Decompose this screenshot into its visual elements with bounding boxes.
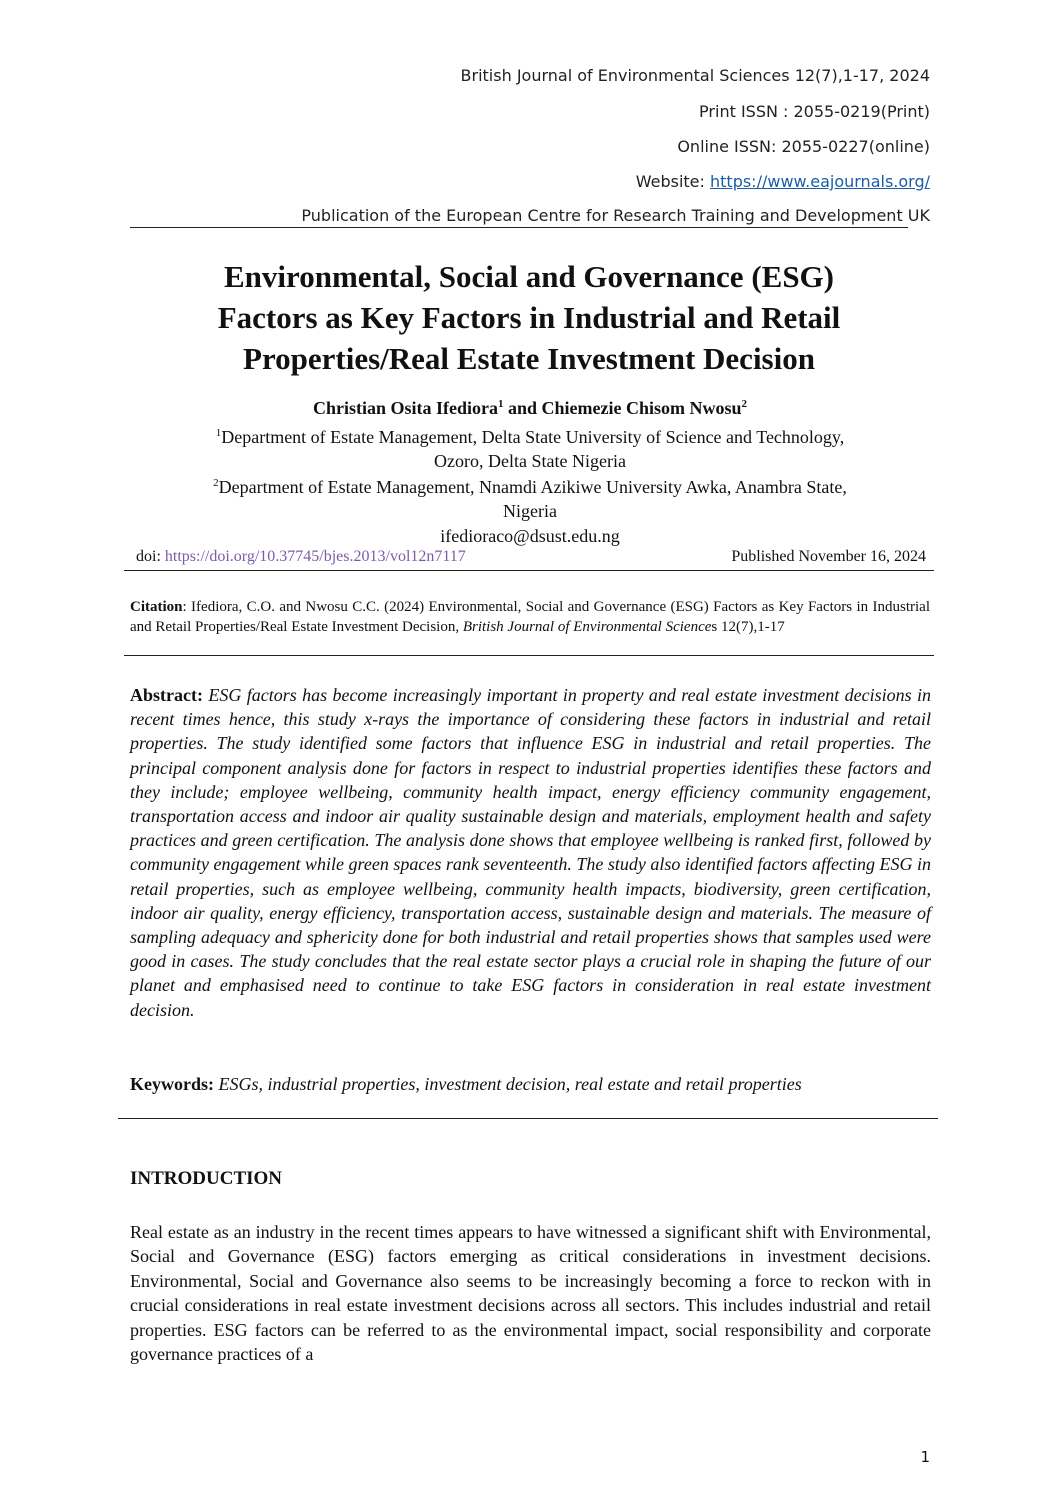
page-number: 1 <box>920 1448 930 1466</box>
author-1-sup: 1 <box>497 398 504 410</box>
title-line-3: Properties/Real Estate Investment Decision <box>243 341 815 376</box>
keywords-divider <box>118 1118 938 1119</box>
affiliation-2 <box>130 475 930 523</box>
header-divider <box>130 227 908 228</box>
citation-label: Citation <box>130 599 183 615</box>
website-label: Website: <box>635 172 710 191</box>
author-email: ifedioraco@dsust.edu.ng <box>440 526 620 546</box>
abstract-label: Abstract: <box>130 685 203 705</box>
title-line-1: Environmental, Social and Governance (ESG) <box>224 259 834 294</box>
doi-link[interactable]: https://doi.org/10.37745/bjes.2013/vol12n7117 <box>164 548 466 565</box>
citation-text: : Ifediora, C.O. and Nwosu C.C. (2024) Environmental, Social and Governance (ESG) Factors as Key Factors in Industrial and Retail Properties/Real Estate Investment Decision, <box>130 599 930 635</box>
print-issn: Print ISSN : 2055-0219(Print) <box>699 102 930 121</box>
citation-tail: s 12(7),1-17 <box>711 619 785 635</box>
keywords-label: Keywords: <box>130 1074 214 1094</box>
affiliation-2-line-2: Nigeria <box>503 501 557 521</box>
author-2: Chiemezie Chisom Nwosu <box>541 398 742 418</box>
website-link[interactable]: https://www.eajournals.org/ <box>710 172 930 191</box>
keywords <box>130 1074 931 1095</box>
abstract <box>130 683 931 1022</box>
affiliation-2-sup: 2 <box>213 477 219 489</box>
paper-title <box>100 256 958 379</box>
citation-journal: British Journal of Environmental Science <box>462 619 712 635</box>
title-line-2: Factors as Key Factors in Industrial and Retail <box>217 300 841 335</box>
published-date: Published November 16, 2024 <box>731 548 926 565</box>
affiliation-1 <box>130 425 930 473</box>
doi-row <box>136 548 926 566</box>
author-list <box>130 398 930 419</box>
doi-label: doi: <box>136 548 165 565</box>
doi-divider <box>124 570 934 571</box>
keywords-text: ESGs, industrial properties, investment decision, real estate and retail properties <box>218 1074 802 1094</box>
author-1: Christian Osita Ifediora <box>312 398 498 418</box>
online-issn: Online ISSN: 2055-0227(online) <box>677 137 930 156</box>
citation-divider <box>124 655 934 656</box>
affiliation-1-sup: 1 <box>215 427 222 439</box>
author-2-sup: 2 <box>741 398 748 410</box>
abstract-text: ESG factors has become increasingly important in property and real estate investment decisions in recent times hence, this study x-rays the importance of considering these factors in industrial and retail properties. The study identified some factors that influence ESG in industrial and retail properties. The principal component analysis done for factors in respect to industrial properties identifies these factors and they include; employee wellbeing, community health impact, energy efficiency community engagement, transportation access and indoor air quality sustainable design and materials, employment health and safety practices and green certification. The analysis done shows that employee wellbeing is ranked first, followed by community engagement while green spaces rank seventeenth. The study also identified factors affecting ESG in retail properties, such as employee wellbeing, community health impacts, biodiversity, green certification, indoor air quality, energy efficiency, transportation access, sustainable design and materials. The measure of sampling adequacy and sphericity done for both industrial and retail properties shows that samples used were good in cases. The study concludes that the real estate sector plays a crucial role in shaping the future of our planet and emphasised need to continue to take ESG factors in consideration in real estate investment decision. <box>130 685 932 1020</box>
introduction-paragraph: Real estate as an industry in the recent times appears to have witnessed a significant shift with Environmental, Social and Governance (ESG) factors emerging as critical considerations in investment decisions. Environmental, Social and Governance also seems to be increasingly becoming a force to reckon with in crucial considerations in real estate investment decisions across all sectors. This includes industrial and retail properties. ESG factors can be referred to as the environmental impact, social responsibility and corporate governance practices of a <box>130 1222 931 1365</box>
affiliation-1-line-1: Department of Estate Management, Delta State University of Science and Technology, <box>221 427 845 447</box>
website-line <box>636 172 930 191</box>
affiliation-1-line-2: Ozoro, Delta State Nigeria <box>434 451 626 471</box>
introduction-heading: INTRODUCTION <box>130 1168 283 1189</box>
author-and: and <box>503 398 542 418</box>
journal-name: British Journal of Environmental Sciences 12(7),1-17, 2024 <box>460 66 930 85</box>
citation <box>130 597 930 637</box>
affiliation-2-line-1: Department of Estate Management, Nnamdi Azikiwe University Awka, Anambra State, <box>218 477 847 497</box>
publisher-line: Publication of the European Centre for Research Training and Development UK <box>301 206 930 225</box>
